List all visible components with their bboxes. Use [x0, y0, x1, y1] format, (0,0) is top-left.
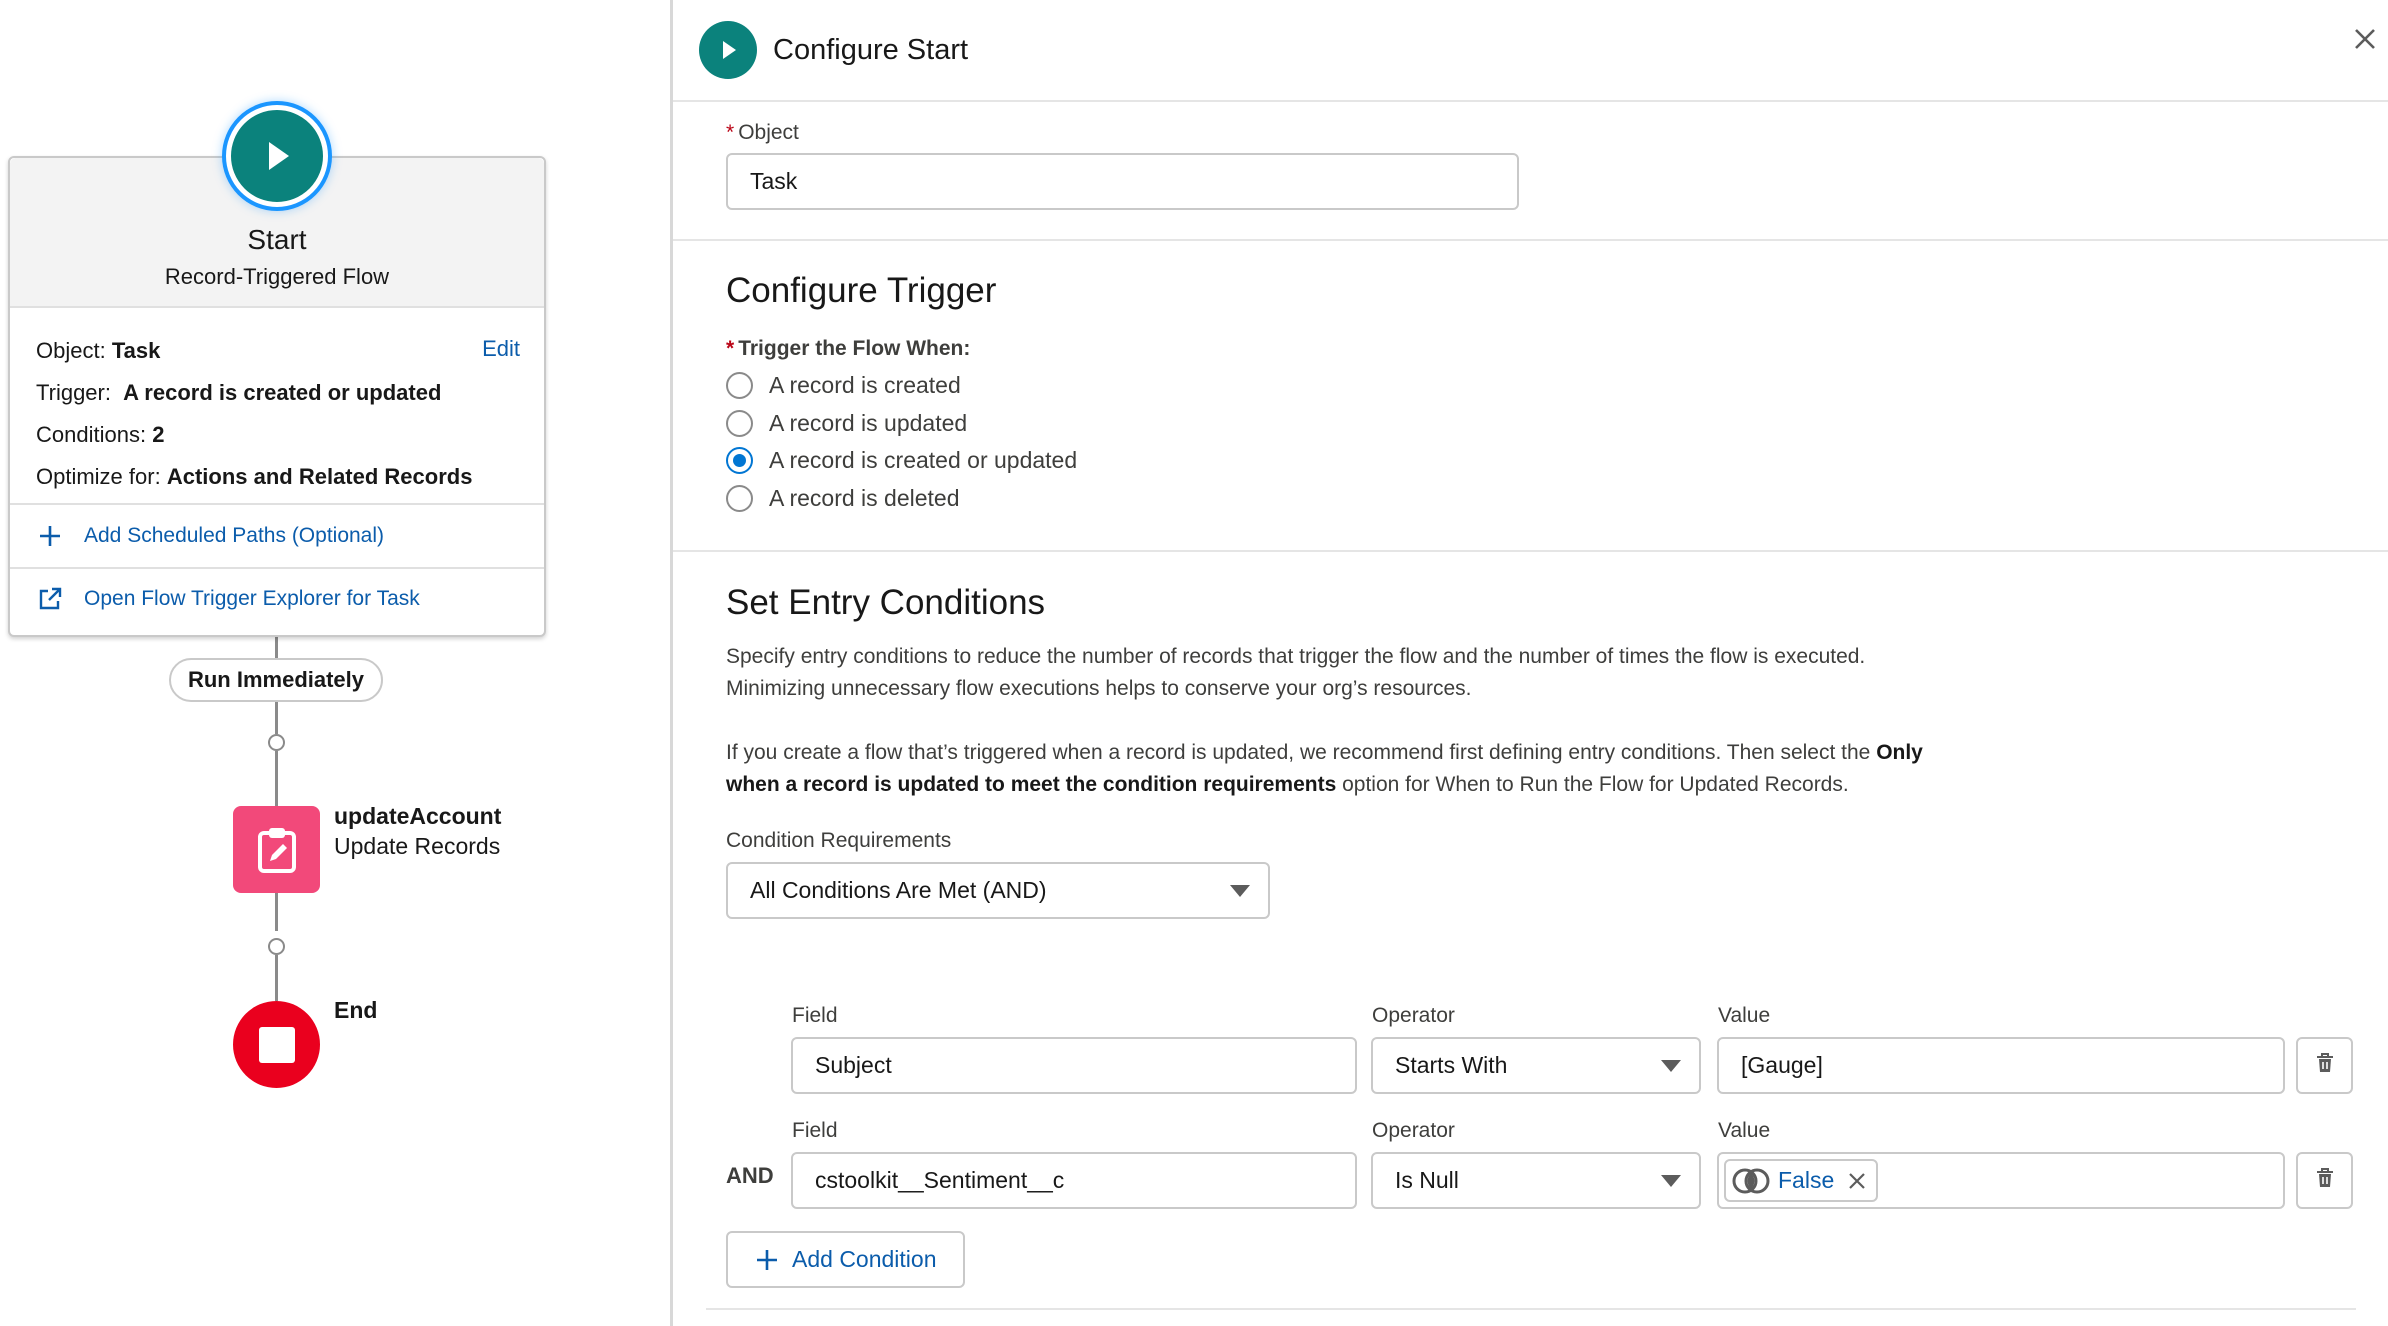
radio-option-label: A record is deleted	[769, 484, 960, 511]
trash-icon	[2315, 1167, 2335, 1194]
chevron-down-icon	[1230, 885, 1250, 897]
edit-link[interactable]: Edit	[482, 336, 520, 361]
object-info-label: Object:	[36, 338, 106, 363]
plus-icon	[756, 1249, 778, 1271]
condition-value-input[interactable]	[1717, 1152, 2285, 1209]
update-node-subtitle: Update Records	[334, 833, 501, 859]
trigger-info-label: Trigger:	[36, 380, 111, 405]
radio-option-updated[interactable]	[726, 405, 2388, 443]
trigger-when-label: * Trigger the Flow When:	[726, 337, 971, 360]
start-play-icon	[699, 21, 757, 79]
connector-line	[275, 955, 278, 1001]
open-trigger-explorer-label: Open Flow Trigger Explorer for Task	[84, 587, 420, 610]
radio-option-created-or-updated[interactable]	[726, 442, 2388, 480]
trash-icon	[2315, 1052, 2335, 1079]
radio-button-selected[interactable]	[726, 447, 753, 474]
optimize-info-label: Optimize for:	[36, 464, 161, 489]
add-condition-button[interactable]	[726, 1231, 965, 1288]
conditions-info-row	[36, 414, 518, 456]
condition-field-input[interactable]: Subject	[791, 1037, 1357, 1094]
entry-conditions-section	[673, 583, 2388, 919]
conditions-info-value: 2	[152, 422, 165, 447]
connector-line	[275, 637, 278, 658]
configure-trigger-heading: Configure Trigger	[726, 271, 997, 310]
object-field-label: * Object	[726, 121, 799, 144]
operator-value: Is Null	[1395, 1167, 1459, 1193]
radio-button[interactable]	[726, 372, 753, 399]
toggle-icon	[1732, 1168, 1770, 1194]
start-play-icon[interactable]	[226, 105, 328, 207]
external-link-icon	[36, 585, 64, 613]
configure-start-panel	[670, 0, 2388, 1326]
update-records-icon[interactable]	[233, 806, 320, 893]
condition-operator-select[interactable]	[1371, 1037, 1701, 1094]
close-icon[interactable]	[2352, 22, 2378, 58]
logic-and-label: AND	[726, 1163, 774, 1188]
delete-condition-button[interactable]	[2296, 1152, 2353, 1209]
trigger-radio-group	[726, 367, 2388, 517]
section-divider	[673, 550, 2388, 552]
remove-pill-icon[interactable]	[1848, 1172, 1866, 1190]
conditions-info-label: Conditions:	[36, 422, 147, 447]
entry-conditions-description: Specify entry conditions to reduce the number of records that trigger the flow and the number of times the flow is executed. Minimizing unnecessary flow executions helps to conserve your org’s resources.	[726, 645, 1866, 700]
operator-value: Starts With	[1395, 1052, 1508, 1078]
field-column-header: Field	[792, 1119, 838, 1142]
radio-option-created[interactable]	[726, 367, 2388, 405]
start-element-card[interactable]	[8, 156, 546, 637]
condition-field-input[interactable]: cstoolkit__Sentiment__c	[791, 1152, 1357, 1209]
radio-option-deleted[interactable]	[726, 480, 2388, 518]
delete-condition-button[interactable]	[2296, 1037, 2353, 1094]
section-divider	[706, 1308, 2356, 1310]
run-immediately-pill[interactable]: Run Immediately	[169, 658, 383, 702]
trigger-info-value: A record is created or updated	[123, 380, 442, 405]
open-trigger-explorer-link[interactable]	[10, 567, 544, 629]
condition-requirements-label: Condition Requirements	[726, 829, 952, 852]
radio-button[interactable]	[726, 410, 753, 437]
operator-column-header: Operator	[1372, 1119, 1455, 1142]
radio-button[interactable]	[726, 485, 753, 512]
object-section	[673, 121, 2388, 210]
field-column-header: Field	[792, 1004, 838, 1027]
condition-value-input[interactable]: [Gauge]	[1717, 1037, 2285, 1094]
condition-requirements-value: All Conditions Are Met (AND)	[750, 877, 1047, 903]
add-scheduled-paths-link[interactable]	[10, 505, 544, 567]
chevron-down-icon	[1661, 1060, 1681, 1072]
section-divider	[673, 239, 2388, 241]
radio-option-label: A record is created	[769, 372, 961, 399]
add-element-dot[interactable]	[268, 938, 285, 955]
object-info-row	[36, 330, 518, 372]
start-card-details	[10, 308, 544, 505]
chevron-down-icon	[1661, 1175, 1681, 1187]
start-subtitle: Record-Triggered Flow	[164, 264, 390, 289]
connector-line	[275, 702, 278, 734]
radio-option-label: A record is updated	[769, 409, 968, 436]
radio-option-label: A record is created or updated	[769, 447, 1078, 474]
connector-line	[275, 751, 278, 806]
end-node-title: End	[334, 997, 378, 1023]
add-scheduled-paths-label: Add Scheduled Paths (Optional)	[84, 524, 385, 547]
condition-operator-select[interactable]	[1371, 1152, 1701, 1209]
update-node-label[interactable]	[334, 801, 501, 861]
configure-trigger-section	[673, 271, 2388, 517]
optimize-info-row	[36, 456, 518, 498]
object-info-value: Task	[111, 338, 161, 363]
entry-conditions-heading: Set Entry Conditions	[726, 583, 1046, 622]
add-element-dot[interactable]	[268, 734, 285, 751]
optimize-info-value: Actions and Related Records	[166, 464, 473, 489]
end-stop-icon	[233, 1001, 320, 1088]
object-input[interactable]: Task	[726, 153, 1519, 210]
value-column-header: Value	[1718, 1004, 1771, 1027]
trigger-info-row	[36, 372, 518, 414]
panel-header	[673, 0, 2388, 102]
connector-line	[275, 893, 278, 931]
value-column-header: Value	[1718, 1119, 1771, 1142]
condition-requirements-select[interactable]	[726, 862, 1270, 919]
operator-column-header: Operator	[1372, 1004, 1455, 1027]
entry-conditions-recommendation: If you create a flow that’s triggered when a record is updated, we recommend first defining entry conditions. Then select the Only when a record is updated to meet the condition requirements option for When to Run the Flow for Updated Records.	[726, 741, 1923, 796]
add-condition-label: Add Condition	[792, 1246, 937, 1272]
start-title: Start	[247, 224, 307, 255]
plus-icon	[36, 522, 64, 550]
value-pill-label: False	[1778, 1167, 1835, 1193]
update-node-title: updateAccount	[334, 803, 502, 829]
value-pill[interactable]	[1724, 1159, 1878, 1202]
panel-title: Configure Start	[773, 33, 969, 66]
flow-canvas	[0, 0, 670, 1326]
